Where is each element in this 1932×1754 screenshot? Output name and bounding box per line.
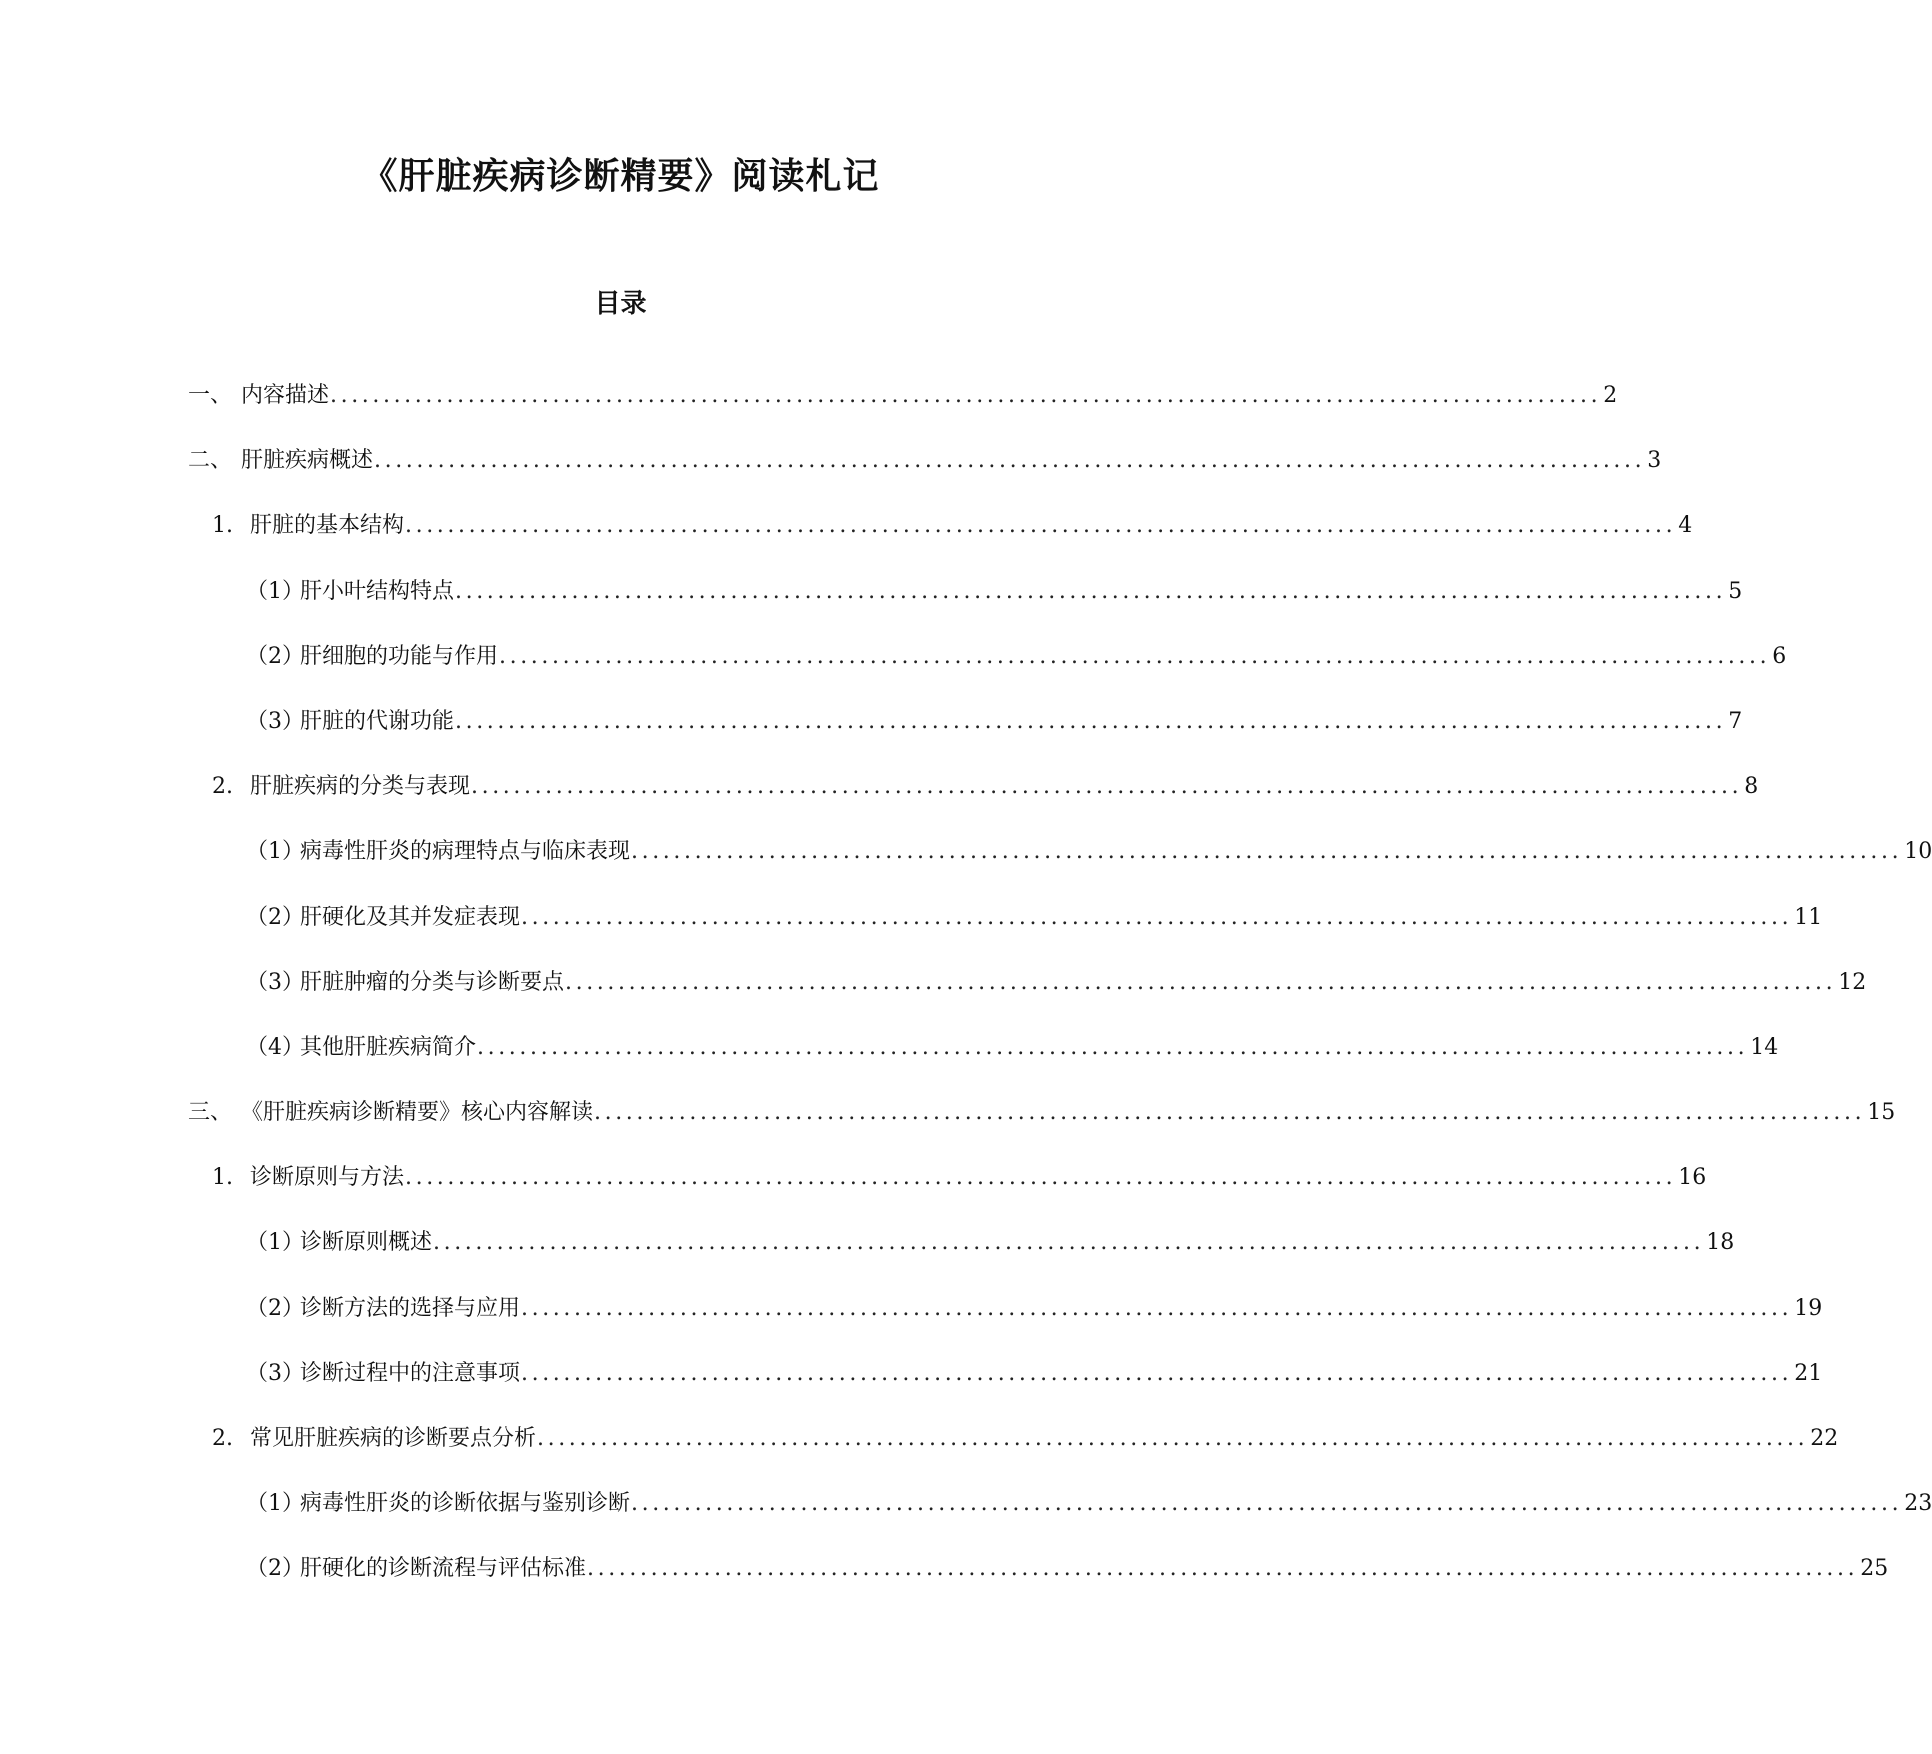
dot-leader: ........................................................................................................................: [433, 1230, 1705, 1256]
toc-entry-title: 诊断原则概述: [300, 1230, 433, 1256]
toc-entry-number: （1）: [246, 1230, 304, 1256]
toc-entry-common-disease-diagnosis[interactable]: [0, 1424, 1839, 1489]
toc-entry-number: （3）: [246, 708, 304, 734]
toc-entry-page: 11: [1794, 904, 1823, 930]
dot-leader: ........................................................................................................................: [594, 1100, 1866, 1126]
toc-entry-number: 2.: [212, 774, 233, 800]
dot-leader: ........................................................................................................................: [631, 1491, 1903, 1517]
toc-entry-number: （1）: [246, 839, 304, 865]
toc-entry-number: （2）: [246, 1295, 304, 1321]
toc-heading: 目录: [594, 289, 647, 319]
toc-entry-number: 1.: [212, 1165, 233, 1191]
toc-entry-liver-metabolism[interactable]: [0, 707, 1743, 772]
dot-leader: ........................................................................................................................: [565, 969, 1837, 995]
toc-entry-viral-hepatitis-pathology[interactable]: [0, 837, 1932, 902]
toc-entry-page: 16: [1678, 1165, 1707, 1191]
toc-entry-diagnosis-principles-methods[interactable]: [0, 1163, 1707, 1228]
toc-entry-title: 肝细胞的功能与作用: [300, 643, 499, 669]
toc-entry-diagnosis-precautions[interactable]: [0, 1359, 1823, 1424]
toc-entry-cirrhosis-diagnosis[interactable]: [0, 1554, 1889, 1619]
toc-entry-title: 肝脏的基本结构: [250, 513, 405, 539]
toc-entry-title: 内容描述: [241, 383, 330, 408]
toc-entry-page: 10: [1904, 839, 1932, 865]
toc-entry-page: 2: [1603, 383, 1618, 408]
toc-entry-page: 15: [1867, 1100, 1896, 1126]
toc-entry-title: 其他肝脏疾病简介: [300, 1034, 477, 1060]
toc-entry-hepatocyte-function[interactable]: [0, 642, 1787, 707]
toc-entry-title: 肝脏肿瘤的分类与诊断要点: [300, 969, 565, 995]
dot-leader: ........................................................................................................................: [471, 774, 1743, 800]
toc-entry-number: （2）: [246, 904, 304, 930]
toc-entry-core-content[interactable]: [0, 1098, 1896, 1163]
toc-entry-title: 《肝脏疾病诊断精要》核心内容解读: [241, 1100, 594, 1126]
dot-leader: ........................................................................................................................: [499, 643, 1771, 669]
toc-entry-page: 18: [1706, 1230, 1735, 1256]
dot-leader: ........................................................................................................................: [521, 904, 1793, 930]
toc-entry-page: 25: [1860, 1556, 1889, 1582]
toc-entry-page: 8: [1744, 774, 1759, 800]
toc-entry-viral-hepatitis-diagnosis[interactable]: [0, 1489, 1932, 1554]
toc-entry-other-liver-diseases[interactable]: [0, 1033, 1779, 1098]
toc-entry-disease-classification[interactable]: [0, 772, 1759, 837]
toc-entry-title: 常见肝脏疾病的诊断要点分析: [250, 1426, 537, 1451]
toc-entry-number: 二、: [188, 448, 233, 474]
dot-leader: ........................................................................................................................: [455, 708, 1727, 734]
toc-entry-title: 肝脏的代谢功能: [300, 708, 455, 734]
toc-entry-title: 肝小叶结构特点: [300, 578, 455, 604]
toc-entry-page: 23: [1904, 1491, 1932, 1517]
toc-entry-title: 病毒性肝炎的诊断依据与鉴别诊断: [300, 1491, 631, 1517]
toc-entry-number: （2）: [246, 1556, 304, 1582]
dot-leader: ........................................................................................................................: [521, 1360, 1793, 1386]
toc-entry-title: 肝硬化及其并发症表现: [300, 904, 521, 930]
dot-leader: ........................................................................................................................: [521, 1295, 1793, 1321]
toc-entry-number: 2.: [212, 1426, 233, 1451]
toc-entry-number: 一、: [188, 383, 233, 408]
dot-leader: ........................................................................................................................: [405, 1165, 1677, 1191]
toc-entry-liver-disease-overview[interactable]: [0, 446, 1662, 511]
toc-entry-number: （3）: [246, 1360, 304, 1386]
dot-leader: ........................................................................................................................: [455, 578, 1727, 604]
toc-entry-number: （2）: [246, 643, 304, 669]
toc-entry-page: 14: [1750, 1034, 1779, 1060]
toc-entry-method-selection[interactable]: [0, 1294, 1823, 1359]
dot-leader: ........................................................................................................................: [330, 383, 1602, 408]
dot-leader: ........................................................................................................................: [405, 513, 1677, 539]
toc-entry-title: 诊断原则与方法: [250, 1165, 405, 1191]
toc-entry-page: 4: [1678, 513, 1693, 539]
toc-entry-title: 肝脏疾病的分类与表现: [250, 774, 471, 800]
table-of-contents: [0, 381, 1932, 1620]
toc-entry-page: 5: [1728, 578, 1743, 604]
toc-entry-number: （1）: [246, 1491, 304, 1517]
toc-entry-cirrhosis-complications[interactable]: [0, 903, 1823, 968]
document-title: 《肝脏疾病诊断精要》阅读札记: [361, 156, 880, 197]
toc-entry-number: （4）: [246, 1034, 304, 1060]
toc-entry-page: 3: [1647, 448, 1662, 474]
dot-leader: ........................................................................................................................: [631, 839, 1903, 865]
toc-entry-page: 22: [1810, 1426, 1839, 1451]
toc-entry-number: （1）: [246, 578, 304, 604]
toc-entry-page: 7: [1728, 708, 1743, 734]
dot-leader: ........................................................................................................................: [477, 1034, 1749, 1060]
toc-entry-liver-basic-structure[interactable]: [0, 511, 1693, 576]
toc-entry-number: 三、: [188, 1100, 233, 1126]
toc-entry-title: 病毒性肝炎的病理特点与临床表现: [300, 839, 631, 865]
dot-leader: ........................................................................................................................: [537, 1426, 1809, 1451]
toc-entry-page: 12: [1838, 969, 1867, 995]
toc-entry-title: 肝硬化的诊断流程与评估标准: [300, 1556, 587, 1582]
toc-entry-page: 6: [1772, 643, 1787, 669]
toc-entry-number: （3）: [246, 969, 304, 995]
toc-entry-content-description[interactable]: [0, 381, 1618, 446]
toc-entry-hepatic-lobule[interactable]: [0, 577, 1743, 642]
dot-leader: ........................................................................................................................: [587, 1556, 1859, 1582]
toc-entry-title: 肝脏疾病概述: [241, 448, 374, 474]
dot-leader: ........................................................................................................................: [374, 448, 1646, 474]
toc-entry-principles-overview[interactable]: [0, 1228, 1735, 1293]
toc-entry-page: 19: [1794, 1295, 1823, 1321]
toc-entry-page: 21: [1794, 1360, 1823, 1386]
toc-entry-number: 1.: [212, 513, 233, 539]
toc-entry-title: 诊断过程中的注意事项: [300, 1360, 521, 1386]
toc-entry-liver-tumors[interactable]: [0, 968, 1867, 1033]
toc-entry-title: 诊断方法的选择与应用: [300, 1295, 521, 1321]
